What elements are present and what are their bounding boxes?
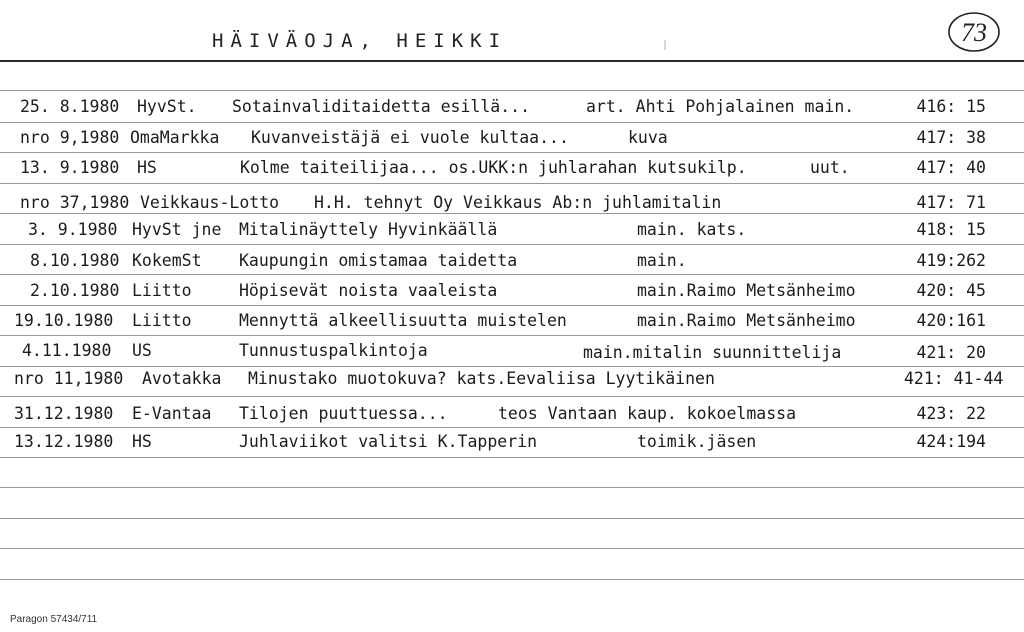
entry-source: KokemSt bbox=[132, 251, 202, 270]
entry-source: E-Vantaa bbox=[132, 404, 212, 423]
entry-note: main. bbox=[637, 251, 687, 270]
entry-source: Avotakka bbox=[142, 369, 222, 388]
card-number-badge bbox=[946, 10, 1002, 54]
entry-ref: 424:194 bbox=[916, 432, 986, 451]
entry-ref: 421: 20 bbox=[916, 343, 986, 362]
entry-ref: 418: 15 bbox=[916, 220, 986, 239]
entry-source: HyvSt. bbox=[137, 97, 197, 116]
ruled-line bbox=[0, 335, 1024, 336]
ruled-line bbox=[0, 579, 1024, 580]
entry-text: Mennyttä alkeellisuutta muistelen bbox=[239, 311, 567, 330]
ruled-line bbox=[0, 366, 1024, 367]
entry-source: US bbox=[132, 341, 152, 360]
entry-text: Tunnustuspalkintoja bbox=[239, 341, 428, 360]
entry-ref: 417: 38 bbox=[916, 128, 986, 147]
card-footer: Paragon 57434/711 bbox=[10, 614, 98, 625]
entry-ref: 417: 40 bbox=[916, 158, 986, 177]
entry-source: HS bbox=[137, 158, 157, 177]
entry-note: main. kats. bbox=[637, 220, 747, 239]
header-rule bbox=[0, 60, 1024, 62]
entry-date: 13. 9.1980 bbox=[20, 158, 120, 177]
entry-date: nro 11,1980 bbox=[14, 369, 124, 388]
ruled-line bbox=[0, 457, 1024, 458]
ruled-line bbox=[0, 518, 1024, 519]
entry-source: Veikkaus-Lotto bbox=[140, 193, 280, 212]
entry-text: H.H. tehnyt Oy Veikkaus Ab:n juhlamitalin bbox=[314, 193, 722, 212]
entry-source: Liitto bbox=[132, 311, 192, 330]
entry-text: Tilojen puuttuessa... bbox=[239, 404, 448, 423]
pencil-mark bbox=[664, 40, 666, 50]
entry-ref: 419:262 bbox=[916, 251, 986, 270]
entry-ref: 421: 41-44 bbox=[904, 369, 1004, 388]
ruled-line bbox=[0, 183, 1024, 184]
ruled-line bbox=[0, 152, 1024, 153]
ruled-line bbox=[0, 305, 1024, 306]
ruled-line bbox=[0, 427, 1024, 428]
entry-text: Mitalinäyttely Hyvinkäällä bbox=[239, 220, 498, 239]
entry-date: nro 9,1980 bbox=[20, 128, 120, 147]
entry-date: 19.10.1980 bbox=[14, 311, 114, 330]
entry-ref: 417: 71 bbox=[916, 193, 986, 212]
entry-ref: 420:161 bbox=[916, 311, 986, 330]
entry-date: 4.11.1980 bbox=[22, 341, 112, 360]
entry-date: 31.12.1980 bbox=[14, 404, 114, 423]
entry-text: Kuvanveistäjä ei vuole kultaa... bbox=[251, 128, 569, 147]
entry-text: Höpisevät noista vaaleista bbox=[239, 281, 498, 300]
entry-text: Kolme taiteilijaa... os.UKK:n juhlarahan kutsukilp. bbox=[240, 158, 747, 177]
ruled-line bbox=[0, 122, 1024, 123]
ruled-line bbox=[0, 244, 1024, 245]
entry-note: art. Ahti Pohjalainen main. bbox=[586, 97, 855, 116]
entry-source: Liitto bbox=[132, 281, 192, 300]
entry-date: 3. 9.1980 bbox=[28, 220, 118, 239]
ruled-line bbox=[0, 274, 1024, 275]
entry-date: 13.12.1980 bbox=[14, 432, 114, 451]
entry-note: teos Vantaan kaup. kokoelmassa bbox=[498, 404, 797, 423]
ruled-line bbox=[0, 90, 1024, 91]
entry-ref: 420: 45 bbox=[916, 281, 986, 300]
entry-note: main.mitalin suunnittelija bbox=[583, 343, 842, 362]
entry-ref: 416: 15 bbox=[916, 97, 986, 116]
entry-date: 2.10.1980 bbox=[30, 281, 120, 300]
entry-date: nro 37,1980 bbox=[20, 193, 130, 212]
entry-note: uut. bbox=[810, 158, 850, 177]
entry-note: main.Raimo Metsänheimo bbox=[637, 281, 856, 300]
entry-date: 25. 8.1980 bbox=[20, 97, 120, 116]
card-number: 73 bbox=[961, 18, 987, 47]
card-title: HÄIVÄOJA, HEIKKI bbox=[212, 30, 508, 52]
entry-ref: 423: 22 bbox=[916, 404, 986, 423]
entry-text: Sotainvaliditaidetta esillä... bbox=[232, 97, 531, 116]
entry-note: main.Raimo Metsänheimo bbox=[637, 311, 856, 330]
entry-note: toimik.jäsen bbox=[637, 432, 757, 451]
entry-text: Kaupungin omistamaa taidetta bbox=[239, 251, 518, 270]
entry-source: OmaMarkka bbox=[130, 128, 220, 147]
entry-text: Minustako muotokuva? kats.Eevaliisa Lyytikäinen bbox=[248, 369, 715, 388]
entry-date: 8.10.1980 bbox=[30, 251, 120, 270]
ruled-line bbox=[0, 396, 1024, 397]
entry-text: Juhlaviikot valitsi K.Tapperin bbox=[239, 432, 538, 451]
card-number-circle bbox=[946, 10, 1002, 54]
ruled-line bbox=[0, 487, 1024, 488]
ruled-line bbox=[0, 213, 1024, 214]
entry-note: kuva bbox=[628, 128, 668, 147]
entry-source: HS bbox=[132, 432, 152, 451]
ruled-line bbox=[0, 548, 1024, 549]
entry-source: HyvSt jne bbox=[132, 220, 222, 239]
